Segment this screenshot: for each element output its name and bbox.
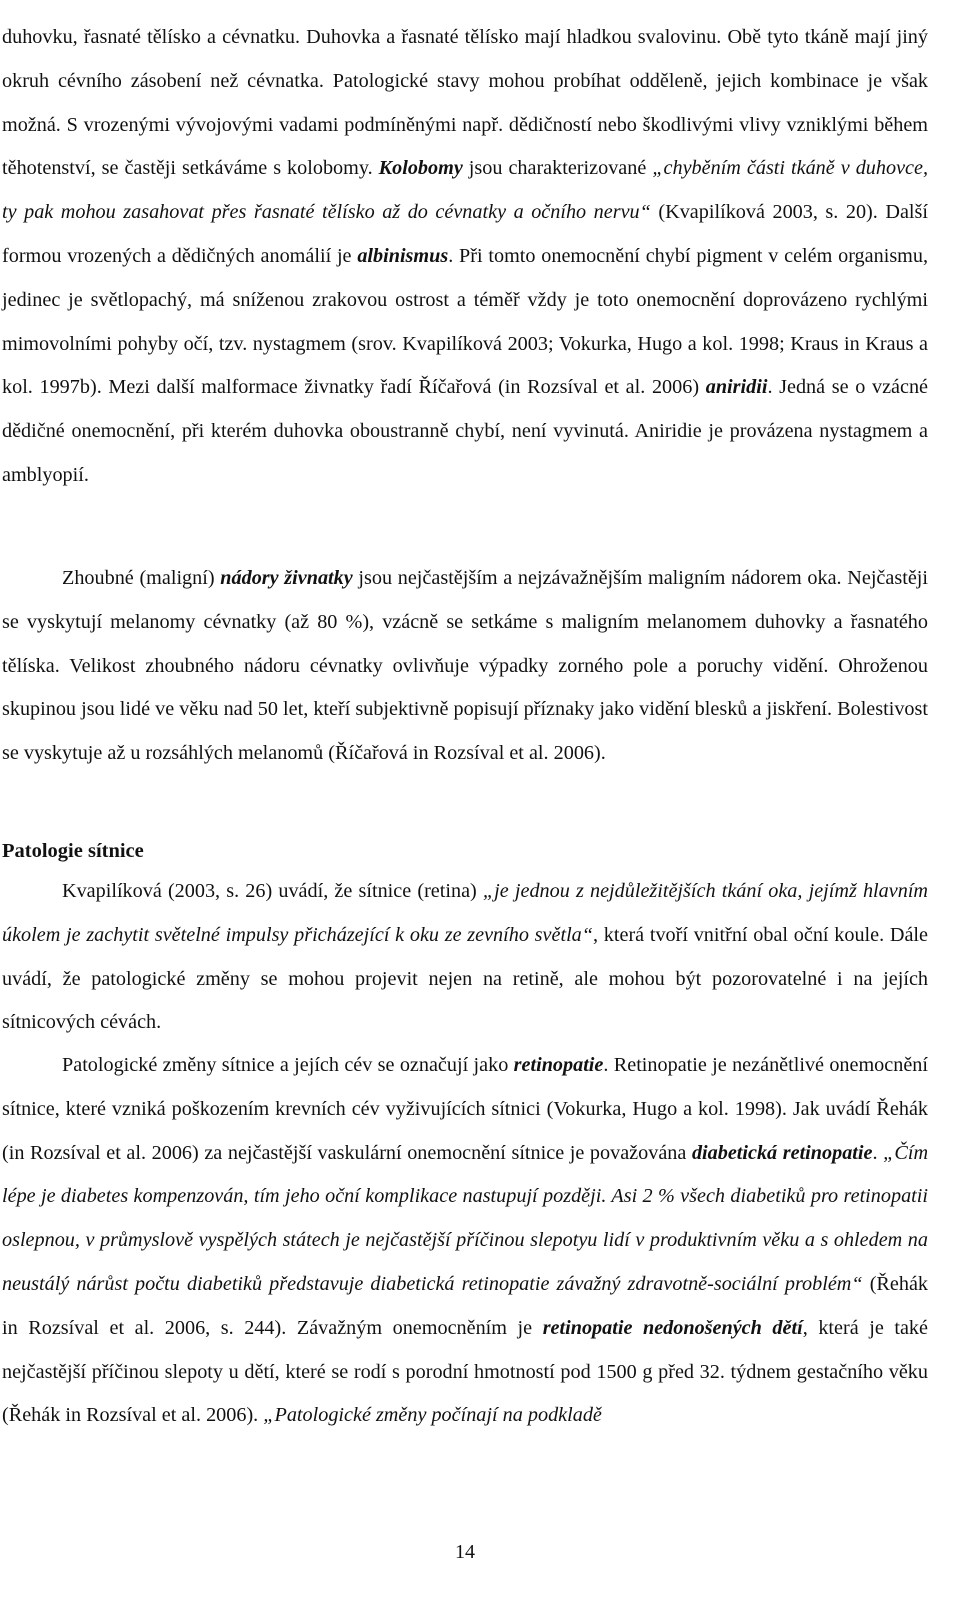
text-run: . Při tomto onemocnění chybí pigment v celém organismu, jedinec je světlopachý, má sníženou zrakovou ostrost a téměř vždy je toto onemocnění doprovázeno rychlými mimovolními pohyby očí, tzv. nystagmem (srov. Kvapilíková 2003; Vokurka, Hugo a kol. 1998; Kraus in Kraus a kol. 1997b). Mezi další malformace živnatky řadí Říčařová (in Rozsíval et al. 2006) xyxy=(2,244,929,399)
term-aniridii: aniridii xyxy=(705,376,768,399)
text-run: Kvapilíková (2003, s. 26) uvádí, že sítnice (retina) xyxy=(62,880,483,902)
text-run: jsou charakterizované xyxy=(462,157,653,180)
term-kolobomy: Kolobomy xyxy=(378,157,463,180)
text-run: , která je také nejčastější příčinou slepoty u dětí, které se rodí s porodní hmotností pod 1500 g před 32. týdnem gestačního věku (Řehák in Rozsíval et al. 2006). xyxy=(2,1316,928,1427)
quote-retina: „je jednou z nejdůležitějších tkání oka, jejímž hlavním úkolem je zachytit světelné impulsy přicházející k oku ze zevního světla“ xyxy=(2,880,929,946)
term-diabeticka-retinopatie: diabetická retinopatie xyxy=(691,1141,873,1164)
text-run: Patologické změny sítnice a jejích cév se označují jako xyxy=(62,1054,514,1076)
text-run: . xyxy=(872,1141,884,1164)
text-run: duhovku, řasnaté tělísko a cévnatku. Duhovka a řasnaté tělísko mají hladkou svalovinu. Obě tyto tkáně mají jiný okruh cévního zásobení než cévnatka. Patologické stavy mohou probíhat odděleně, jejich kombinace je však možná. S vrozenými vývojovými vadami podmíněnými např. dědičností nebo škodlivými vlivy vzniklými během těhotenství, se častěji setkáváme s kolobomy. xyxy=(2,26,928,180)
page-number: 14 xyxy=(455,1541,475,1563)
text-run: (Řehák in Rozsíval et al. 2006, s. 244). Závažným onemocněním je xyxy=(2,1272,929,1339)
term-albinismus: albinismus xyxy=(357,244,449,267)
quote-kolobomy: „chyběním části tkáně v duhovce, ty pak mohou zasahovat přes řasnaté tělísko až do cévnatky a očního nervu“ xyxy=(2,157,928,224)
text-run: , která tvoří vnitřní obal oční koule. Dále uvádí, že patologické změny se mohou projevit nejen na retině, ale mohou být pozorovatelné i na jejích sítnicových cévách. xyxy=(2,923,928,1034)
quote-continuation: „Patologické změny počínají na podkladě xyxy=(263,1404,602,1427)
text-run: (Kvapilíková 2003, s. 20). Další formou vrozených a dědičných anomálií je xyxy=(2,201,928,267)
paragraph-retinopathy xyxy=(2,1044,928,1438)
paragraph-uvea-tumors xyxy=(2,557,928,776)
paragraph-uvea-anomalies xyxy=(2,16,928,498)
term-retinopatie: retinopatie xyxy=(513,1054,604,1076)
quote-diabetes: „Čím lépe je diabetes kompenzován, tím jeho oční komplikace nastupují později. Asi 2 % všech diabetiků pro retinopatii oslepnou, v průmyslově vyspělých státech je nejčastější příčinou slepotyu lidí v produktivním věku a s ohledem na neustálý nárůst počtu diabetiků představuje diabetická retinopatie závažný zdravotně-sociální problém“ xyxy=(2,1141,929,1295)
text-run: . Retinopatie je nezánětlivé onemocnění sítnice, které vzniká poškozením krevních cév vyživujících sítnici (Vokurka, Hugo a kol. 1998). Jak uvádí Řehák (in Rozsíval et al. 2006) za nejčastější vaskulární onemocnění sítnice je považována xyxy=(2,1054,928,1164)
paragraph-retina-intro xyxy=(2,870,928,1045)
section-heading: Patologie sítnice xyxy=(2,840,144,862)
term-nadory-zivnatky: nádory živnatky xyxy=(220,567,353,589)
text-run: . Jedná se o vzácné dědičné onemocnění, při kterém duhovka oboustranně chybí, není vyvinutá. Aniridie je provázena nystagmem a amblyopií. xyxy=(2,376,929,486)
text-run: jsou nejčastějším a nejzávažnějším maligním nádorem oka. Nejčastěji se vyskytují melanomy cévnatky (až 80 %), vzácně se setkáme s maligním melanomem duhovky a řasnatého tělíska. Velikost zhoubného nádoru cévnatky ovlivňuje výpadky zorného pole a poruchy vidění. Ohroženou skupinou jsou lidé ve věku nad 50 let, kteří subjektivně popisují příznaky jako vidění blesků a jiskření. Bolestivost se vyskytuje až u rozsáhlých melanomů (Říčařová in Rozsíval et al. 2006). xyxy=(2,567,928,765)
text-run: Zhoubné (maligní) xyxy=(62,567,221,589)
term-retinopatie-nedonosenych: retinopatie nedonošených dětí xyxy=(542,1316,803,1339)
